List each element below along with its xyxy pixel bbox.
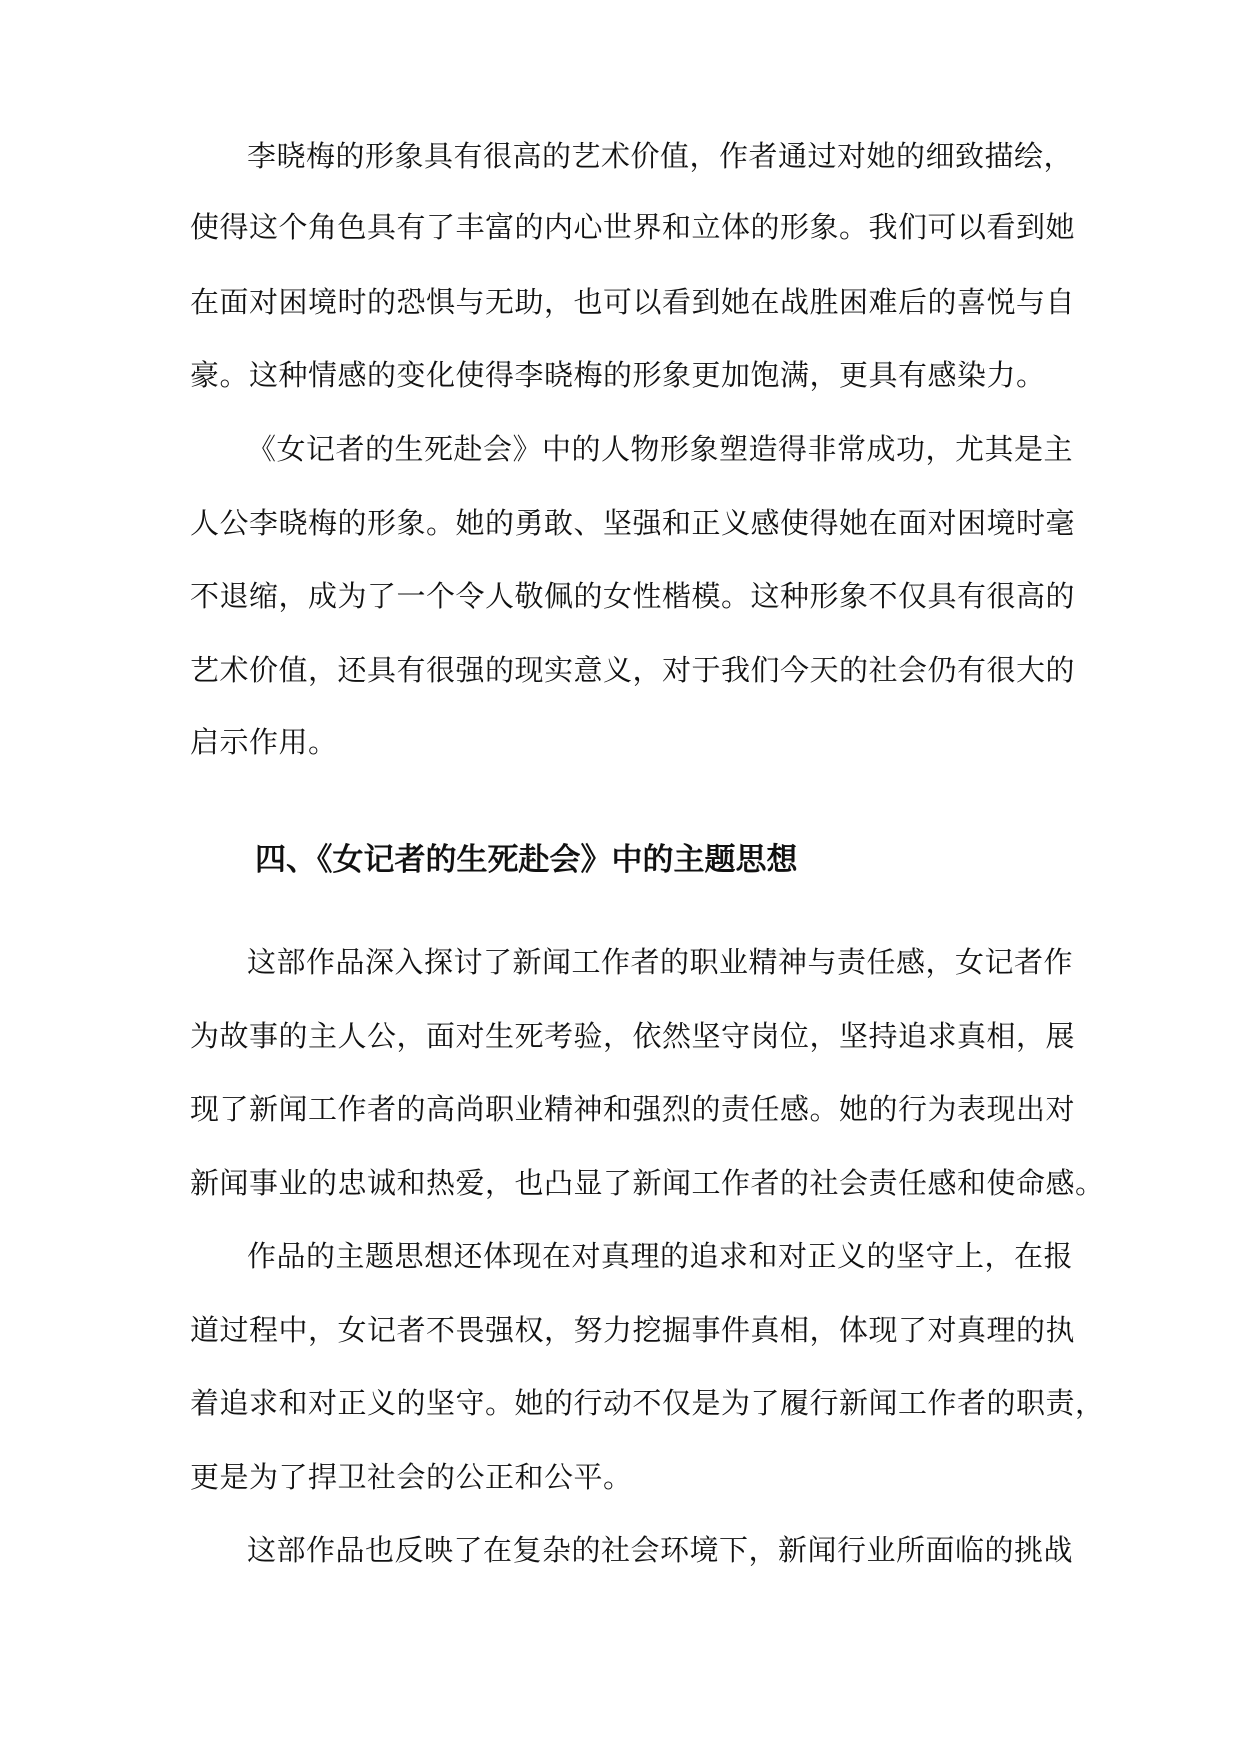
paragraph-2-line-2: 人公李晓梅的形象。她的勇敢、坚强和正义感使得她在面对困境时毫 [190,506,1076,540]
paragraph-5-line-1: 这部作品也反映了在复杂的社会环境下，新闻行业所面临的挑战 [247,1533,1074,1567]
paragraph-2-line-5: 启示作用。 [190,725,338,759]
paragraph-2-line-1: 《女记者的生死赴会》中的人物形象塑造得非常成功，尤其是主 [247,432,1074,466]
paragraph-1-line-4: 豪。这种情感的变化使得李晓梅的形象更加饱满，更具有感染力。 [190,358,1046,392]
paragraph-4-line-3: 着追求和对正义的坚守。她的行动不仅是为了履行新闻工作者的职责， [190,1386,1105,1420]
paragraph-2-line-3: 不退缩，成为了一个令人敬佩的女性楷模。这种形象不仅具有很高的 [190,579,1076,613]
paragraph-1-line-3: 在面对困境时的恐惧与无助，也可以看到她在战胜困难后的喜悦与自 [190,285,1076,319]
paragraph-3-line-1: 这部作品深入探讨了新闻工作者的职业精神与责任感，女记者作 [247,945,1074,979]
section-heading: 四、《女记者的生死赴会》中的主题思想 [255,842,798,878]
paragraph-3-line-2: 为故事的主人公，面对生死考验，依然坚守岗位，坚持追求真相，展 [190,1019,1076,1053]
paragraph-1-line-2: 使得这个角色具有了丰富的内心世界和立体的形象。我们可以看到她 [190,210,1076,244]
paragraph-3-line-4: 新闻事业的忠诚和热爱，也凸显了新闻工作者的社会责任感和使命感。 [190,1166,1105,1200]
paragraph-1-line-1: 李晓梅的形象具有很高的艺术价值，作者通过对她的细致描绘， [247,139,1074,173]
paragraph-4-line-4: 更是为了捍卫社会的公正和公平。 [190,1460,633,1494]
paragraph-2-line-4: 艺术价值，还具有很强的现实意义，对于我们今天的社会仍有很大的 [190,653,1076,687]
paragraph-4-line-2: 道过程中，女记者不畏强权，努力挖掘事件真相，体现了对真理的执 [190,1313,1076,1347]
paragraph-4-line-1: 作品的主题思想还体现在对真理的追求和对正义的坚守上，在报 [247,1239,1074,1273]
paragraph-3-line-3: 现了新闻工作者的高尚职业精神和强烈的责任感。她的行为表现出对 [190,1092,1076,1126]
